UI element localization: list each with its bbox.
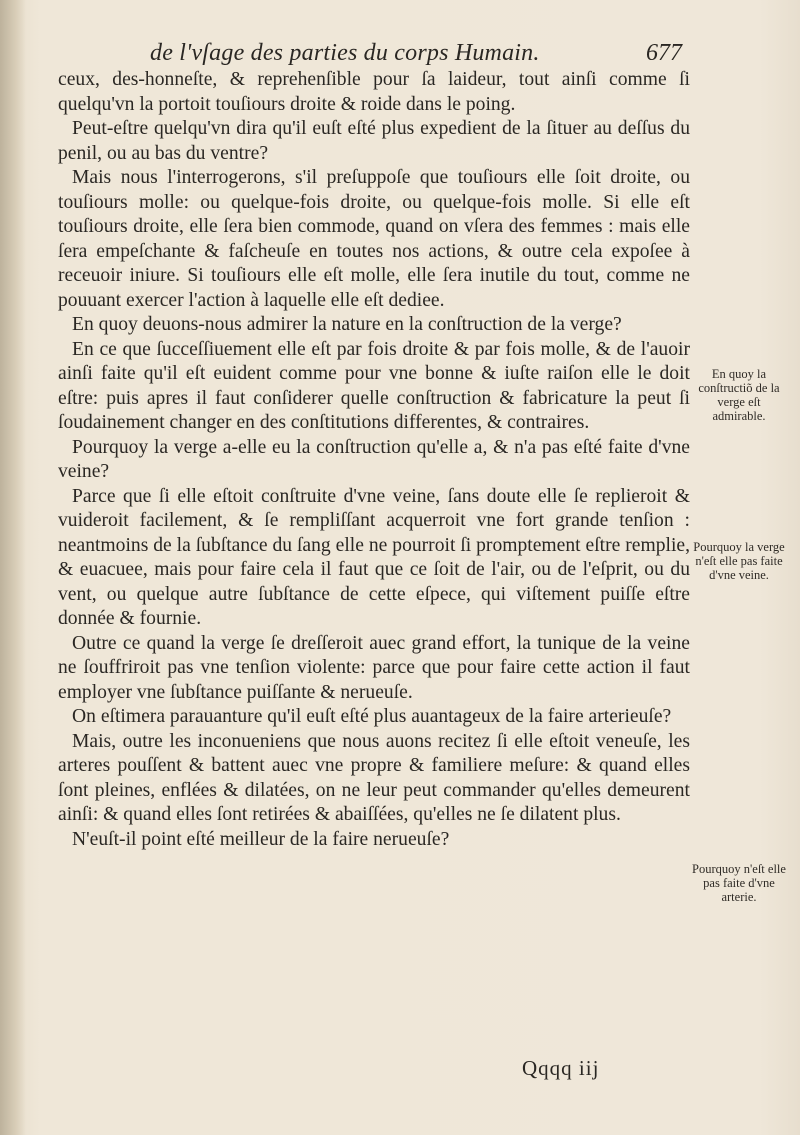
page-number: 677 xyxy=(646,40,682,66)
paragraph: On eſtimera parauanture qu'il euſt eſté plus auantageux de la faire arterieuſe? xyxy=(72,706,672,727)
paragraph: Peut-eſtre quelqu'vn dira qu'il euſt eſté plus expedient de la ſituer au deſſus du penil, ou au bas du ventre? xyxy=(58,118,690,164)
paragraph: Mais nous l'interrogerons, s'il preſuppoſe que touſiours elle ſoit droite, ou touſiours molle: ou quelque-fois droite, ou quelque-fois molle. Si elle eſt touſiours droite, elle ſera bien commode, quand on vſera des femmes : mais elle ſera empeſchante & faſcheuſe en toutes nos actions, & outre cela expoſee à receuoir iniure. Si touſiours elle eſt molle, elle ſera inutile du tout, comme ne pouuant exercer l'action à laquelle elle eſt dediee. xyxy=(58,167,690,311)
paragraph: En quoy deuons-nous admirer la nature en la conſtruction de la verge? xyxy=(72,314,622,335)
signature-mark: Qqqq iij xyxy=(522,1056,600,1080)
paragraph: Parce que ſi elle eſtoit conſtruite d'vne veine, ſans doute elle ſe replieroit & vuideroit facilement, & ſe rempliſſant acquerroit vne fort grande tenſion : neantmoins de la ſubſtance du ſang elle ne pourroit ſi promptement eſtre remplie, & euacuee, mais pour faire cela il faut que ce ſoit de l'air, ou de l'eſprit, ou du vent, ou quelque autre ſubſtance de cette eſpece, qui viſtement puiſſe eſtre donnée & fournie. xyxy=(58,485,690,629)
paragraph: ceux, des-honneſte, & reprehenſible pour ſa laideur, tout ainſi comme ſi quelqu'vn la portoit touſiours droite & roide dans le poing. xyxy=(58,69,690,115)
paragraph: Mais, outre les inconueniens que nous auons recitez ſi elle eſtoit veneuſe, les arteres pouſſent & battent auec vne propre & familiere meſure: & quand elles ſont pleines, enflées & dilatées, on ne leur peut commander qu'elles demeurent ainſi: & quand elles ſont retirées & abaiſſées, qu'elles ne ſe dilatent plus. xyxy=(58,730,690,825)
paragraph: En ce que ſucceſſiuement elle eſt par fois droite & par fois molle, & de l'auoir ainſi faite qu'il eſt euident comme pour vne bonne & iuſte raiſon elle le doit eſtre: puis apres il faut conſiderer quelle conſtruction & fabricature la peut ſi ſoudainement changer en des conſtitutions differentes, & contraires. xyxy=(58,338,690,433)
paragraph: Outre ce quand la verge ſe dreſſeroit auec grand effort, la tunique de la veine ne ſouffriroit pas vne tenſion violente: parce que pour faire cette action il faut employer vne ſubſtance puiſſante & nerueuſe. xyxy=(58,632,690,703)
marginal-note: Pourquoy la verge n'eſt elle pas faite d'vne veine. xyxy=(693,540,785,582)
marginal-note: En quoy la conſtructiõ de la verge eſt admirable. xyxy=(698,367,780,423)
marginal-note: Pourquoy n'eſt elle pas faite d'vne arterie. xyxy=(692,862,786,904)
main-text xyxy=(58,68,690,852)
running-head: de l'vſage des parties du corps Humain. xyxy=(150,40,540,66)
paragraph: N'euſt-il point eſté meilleur de la faire nerueuſe? xyxy=(72,828,450,850)
book-spine-shadow xyxy=(0,0,26,1135)
paragraph: Pourquoy la verge a-elle eu la conſtruction qu'elle a, & n'a pas eſté faite d'vne veine? xyxy=(58,436,690,482)
